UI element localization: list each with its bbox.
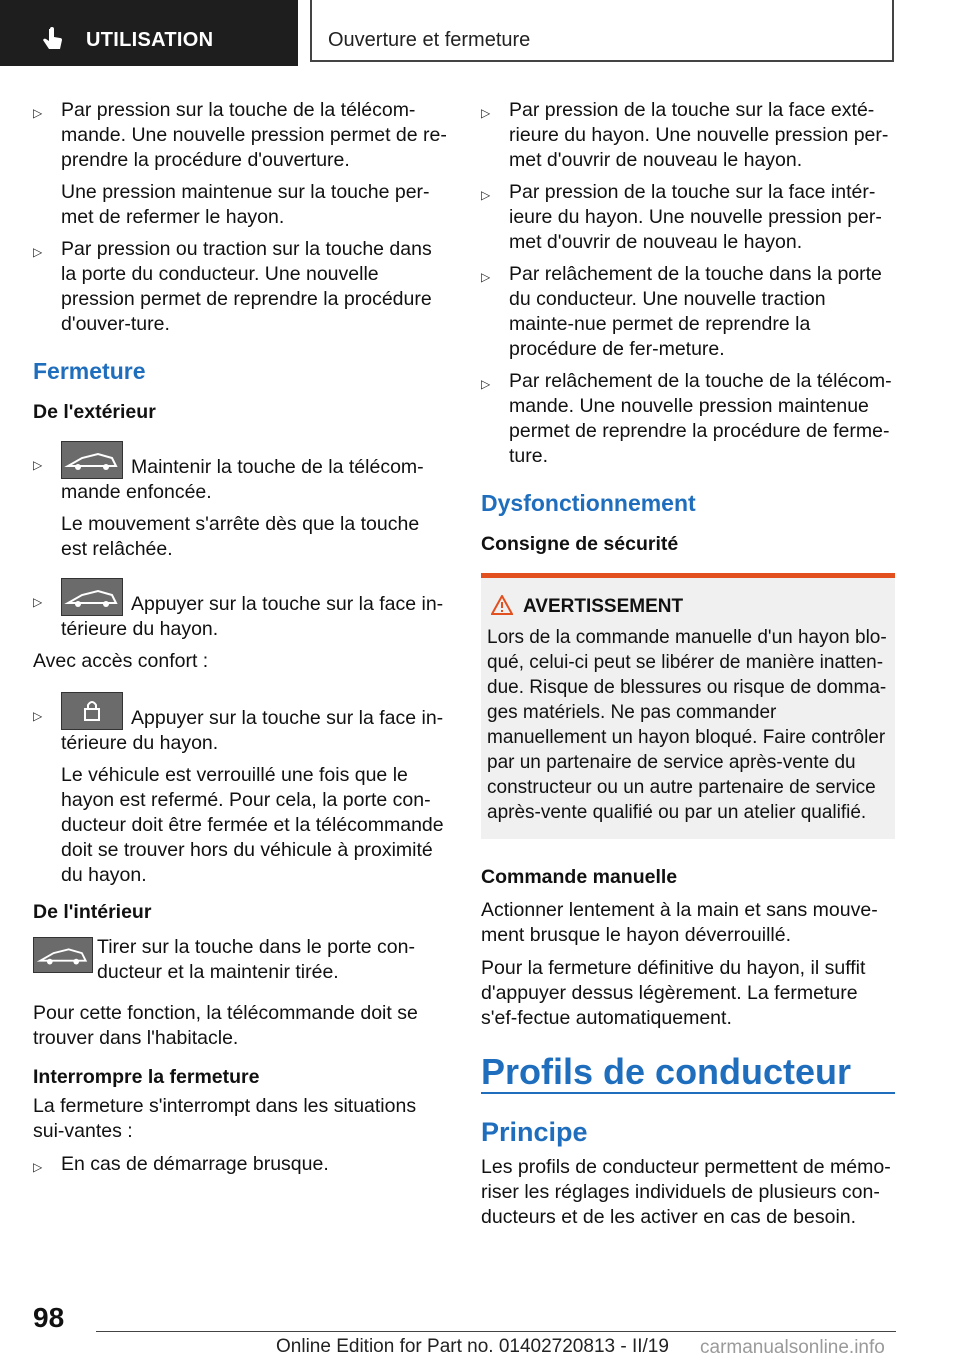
triangle-bullet-icon: ▷ xyxy=(481,270,491,284)
triangle-bullet-icon: ▷ xyxy=(33,709,43,723)
bullet-text: Par pression ou traction sur la touche dans la porte du conducteur. Une nouvelle pression permet de reprendre la procédure d'ouver-ture. xyxy=(61,238,432,335)
telecommande-text: Pour cette fonction, la télécommande doit se trouver dans l'habitacle. xyxy=(33,1002,418,1049)
page-header xyxy=(0,0,960,66)
commande-text-1: Actionner lentement à la main et sans mouve-ment brusque le hayon déverrouillé. xyxy=(481,899,878,946)
list-item xyxy=(481,180,895,255)
triangle-bullet-icon: ▷ xyxy=(481,377,491,391)
triangle-bullet-icon: ▷ xyxy=(481,188,491,202)
warning-title-text: AVERTISSEMENT xyxy=(523,596,684,617)
bullet-text: Par relâchement de la touche dans la porte du conducteur. Une nouvelle traction mainte-nue permet de reprendre la procédure de fer-meture. xyxy=(509,263,882,360)
heading-profils: Profils de conducteur xyxy=(481,1059,895,1094)
tailgate-car-icon xyxy=(61,441,123,479)
bullet-text: Appuyer sur la touche sur la face in-térieure du hayon. xyxy=(61,707,444,754)
list-item xyxy=(33,237,447,337)
lock-icon xyxy=(61,692,123,730)
page-number: 98 xyxy=(33,1302,65,1333)
interieur-text: Tirer sur la touche dans le porte con-ducteur et la maintenir tirée. xyxy=(97,936,415,983)
heading-exterieur: De l'extérieur xyxy=(33,401,156,423)
bullet-paragraph xyxy=(61,441,447,505)
bullet-text: Par pression de la touche sur la face intér-ieure du hayon. Une nouvelle pression per-met d'ouvrir de nouveau le hayon. xyxy=(509,181,882,253)
bullet-text: Par pression sur la touche de la télécom-mande. Une nouvelle pression permet de re-prendre la procédure d'ouverture. xyxy=(61,99,447,171)
list-item xyxy=(33,441,447,505)
list-item xyxy=(33,578,447,642)
bullet-text: Par relâchement de la touche de la télécom-mande. Une nouvelle pression maintenue permet de reprendre la procédure de ferme-ture. xyxy=(509,370,892,467)
triangle-bullet-icon: ▷ xyxy=(33,1160,43,1174)
bullet-text: En cas de démarrage brusque. xyxy=(61,1153,329,1175)
warning-triangle-icon xyxy=(491,595,513,615)
bullet-text: Appuyer sur la touche sur la face in-térieure du hayon. xyxy=(61,593,444,640)
warning-title xyxy=(487,594,889,619)
list-item xyxy=(481,262,895,362)
triangle-bullet-icon: ▷ xyxy=(33,595,43,609)
watermark: carmanualsonline.info xyxy=(700,1337,885,1358)
left-column xyxy=(33,98,447,1184)
triangle-bullet-icon: ▷ xyxy=(33,458,43,472)
warning-box xyxy=(481,573,895,839)
list-item xyxy=(33,692,447,756)
bullet-continuation: Une pression maintenue sur la touche per-met de refermer le hayon. xyxy=(61,181,430,228)
confort-label: Avec accès confort : xyxy=(33,650,209,672)
tailgate-car-icon xyxy=(33,937,93,973)
footer-edition: Online Edition for Part no. 01402720813 - II/19 xyxy=(276,1336,669,1357)
heading-fermeture: Fermeture xyxy=(33,358,146,384)
tailgate-car-icon xyxy=(61,578,123,616)
principe-text: Les profils de conducteur permettent de mémo-riser les réglages individuels de plusieurs con-ducteurs et de les activer en cas de besoin. xyxy=(481,1156,891,1228)
warning-text: Lors de la commande manuelle d'un hayon blo-qué, celui-ci peut se libérer de manière inatten-due. Risque de blessures ou risque de domma-ges matériels. Ne pas commander manuellement un hayon bloqué. Faire contrôler par un partenaire de service après-vente du constructeur ou un autre partenaire de service après-vente qualifié ou par un atelier qualifié. xyxy=(487,627,887,823)
triangle-bullet-icon: ▷ xyxy=(33,245,43,259)
subject-title: Ouverture et fermeture xyxy=(328,29,531,51)
list-item xyxy=(481,98,895,173)
section-tab xyxy=(0,0,298,66)
bullet-text: Maintenir la touche de la télécom-mande enfoncée. xyxy=(61,456,424,503)
subject-box xyxy=(310,0,894,62)
list-item xyxy=(481,369,895,469)
heading-consigne: Consigne de sécurité xyxy=(481,533,679,555)
bullet-paragraph xyxy=(61,692,447,756)
bullet-text: Par pression de la touche sur la face exté-rieure du hayon. Une nouvelle pression per-met d'ouvrir de nouveau le hayon. xyxy=(509,99,889,171)
footer-divider xyxy=(96,1331,896,1332)
list-item xyxy=(33,98,447,173)
right-column xyxy=(481,98,895,1230)
heading-interrompre: Interrompre la fermeture xyxy=(33,1066,260,1088)
triangle-bullet-icon: ▷ xyxy=(33,106,43,120)
interrompre-text: La fermeture s'interrompt dans les situations sui-vantes : xyxy=(33,1095,417,1142)
bullet-paragraph xyxy=(61,578,447,642)
bullet-continuation: Le mouvement s'arrête dès que la touche est relâchée. xyxy=(61,513,420,560)
commande-text-2: Pour la fermeture définitive du hayon, il suffit d'appuyer dessus légèrement. La fermeture s'ef-fectue automatiquement. xyxy=(481,957,866,1029)
interieur-row xyxy=(33,935,447,985)
heading-commande: Commande manuelle xyxy=(481,866,678,888)
bullet-continuation: Le véhicule est verrouillé une fois que le hayon est refermé. Pour cela, la porte con-ducteur doit être fermée et la télécommande doit se trouver hors du véhicule à proximité du hayon. xyxy=(61,764,444,886)
heading-principe: Principe xyxy=(481,1117,588,1147)
triangle-bullet-icon: ▷ xyxy=(481,106,491,120)
heading-interieur: De l'intérieur xyxy=(33,901,152,923)
list-item xyxy=(33,1152,447,1177)
section-title: UTILISATION xyxy=(86,29,214,51)
hand-pointer-icon xyxy=(40,27,66,53)
heading-dysfonctionnement: Dysfonctionnement xyxy=(481,490,696,516)
